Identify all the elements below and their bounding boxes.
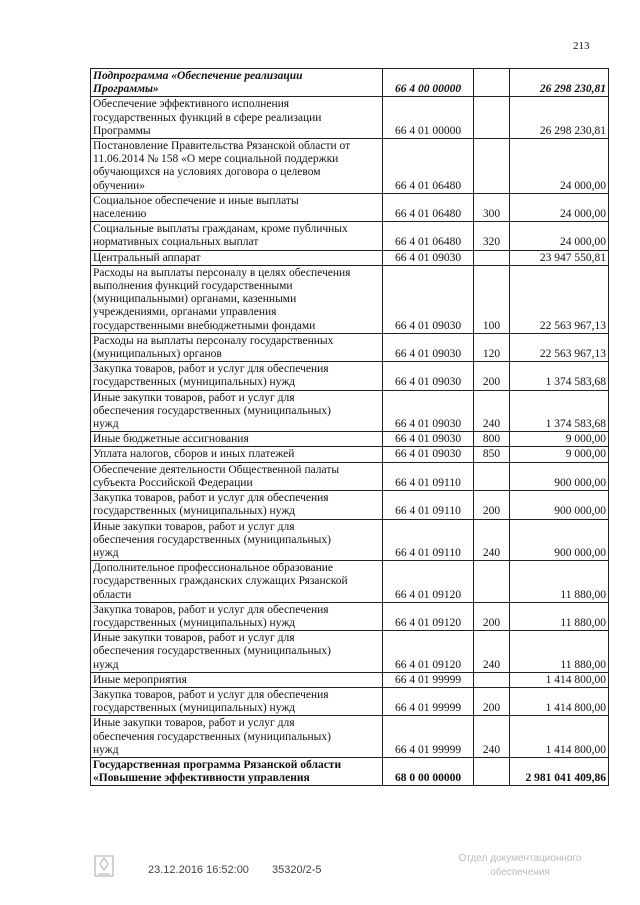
- row-name: [91, 462, 383, 490]
- table-row: [91, 69, 609, 97]
- row-expense-type: 200: [474, 362, 510, 390]
- row-code: 66 4 01 09120: [383, 561, 474, 603]
- table-row: [91, 333, 609, 361]
- row-name: [91, 265, 383, 333]
- row-name-line: населению: [93, 208, 147, 221]
- page-number: 213: [573, 40, 590, 52]
- table-row: [91, 672, 609, 687]
- row-code: 66 4 01 09110: [383, 519, 474, 561]
- row-name-line: нужд: [93, 658, 119, 671]
- table-row: [91, 193, 609, 221]
- row-code: 66 4 01 09030: [383, 362, 474, 390]
- row-expense-type: 240: [474, 519, 510, 561]
- row-name-line: государственных функций в сфере реализации: [93, 111, 322, 124]
- table-row: [91, 97, 609, 139]
- department-stamp: [440, 852, 600, 886]
- table-row: [91, 716, 609, 758]
- row-expense-type: 850: [474, 447, 510, 462]
- row-amount: 11 880,00: [510, 631, 609, 673]
- row-code: 66 4 01 09030: [383, 250, 474, 265]
- row-name-line: Иные бюджетные ассигнования: [93, 433, 249, 446]
- row-name-line: нужд: [93, 743, 119, 756]
- row-expense-type: 800: [474, 432, 510, 447]
- row-expense-type: [474, 672, 510, 687]
- row-name-line: (муниципальных) органов: [93, 348, 222, 361]
- emblem-icon: [92, 852, 116, 882]
- row-name-line: субъекта Российской Федерации: [93, 476, 253, 489]
- row-name-line: обеспечения государственных (муниципальных): [93, 533, 331, 546]
- row-name-line: обучении»: [93, 179, 146, 192]
- row-name-line: обеспечения государственных (муниципальных): [93, 645, 331, 658]
- table-row: [91, 687, 609, 715]
- row-name-line: области: [93, 588, 132, 601]
- row-code: 66 4 01 09030: [383, 447, 474, 462]
- table-row: [91, 462, 609, 490]
- row-name-line: нормативных социальных выплат: [93, 236, 259, 249]
- row-name-line: (муниципальными) органами, казенными: [93, 293, 297, 306]
- table-row: [91, 139, 609, 194]
- row-expense-type: [474, 250, 510, 265]
- row-name-line: Закупка товаров, работ и услуг для обеспечения: [93, 688, 329, 701]
- row-amount: 22 563 967,13: [510, 265, 609, 333]
- row-amount: 24 000,00: [510, 222, 609, 250]
- row-code: 66 4 01 99999: [383, 687, 474, 715]
- row-amount: 23 947 550,81: [510, 250, 609, 265]
- row-expense-type: 100: [474, 265, 510, 333]
- row-name-line: Центральный аппарат: [93, 251, 201, 264]
- row-name-line: Программы»: [93, 83, 159, 96]
- row-name-line: Иные закупки товаров, работ и услуг для: [93, 520, 295, 533]
- row-name-line: обучающихся на условиях договора о целевом: [93, 166, 321, 179]
- footer-doc-number: 35320/2-5: [272, 864, 322, 876]
- row-name: [91, 390, 383, 432]
- row-amount: 2 981 041 409,86: [510, 757, 609, 785]
- table-row: [91, 250, 609, 265]
- row-expense-type: 240: [474, 716, 510, 758]
- table-row: [91, 390, 609, 432]
- row-amount: 11 880,00: [510, 602, 609, 630]
- row-name-line: Социальные выплаты гражданам, кроме публичных: [93, 223, 348, 236]
- row-code: 66 4 01 06480: [383, 193, 474, 221]
- row-expense-type: [474, 69, 510, 97]
- row-code: 66 4 01 99999: [383, 716, 474, 758]
- row-name: [91, 631, 383, 673]
- row-amount: 9 000,00: [510, 432, 609, 447]
- row-amount: 900 000,00: [510, 519, 609, 561]
- row-name-line: Закупка товаров, работ и услуг для обеспечения: [93, 603, 329, 616]
- row-name-line: нужд: [93, 418, 119, 431]
- row-name: [91, 561, 383, 603]
- row-name-line: Государственная программа Рязанской области: [93, 758, 342, 771]
- row-code: 66 4 01 09120: [383, 631, 474, 673]
- row-name: [91, 491, 383, 519]
- row-expense-type: 240: [474, 390, 510, 432]
- table-row: [91, 631, 609, 673]
- row-name-line: государственными внебюджетными фондами: [93, 319, 316, 332]
- row-expense-type: [474, 561, 510, 603]
- row-expense-type: 200: [474, 602, 510, 630]
- stamp-line-2: обеспечения: [490, 867, 550, 878]
- row-expense-type: [474, 757, 510, 785]
- row-expense-type: 200: [474, 687, 510, 715]
- row-code: 66 4 01 09110: [383, 491, 474, 519]
- table-row: [91, 519, 609, 561]
- table-row: [91, 362, 609, 390]
- row-code: 66 4 01 09120: [383, 602, 474, 630]
- row-name: [91, 602, 383, 630]
- row-name-line: Уплата налогов, сборов и иных платежей: [93, 448, 295, 461]
- row-name-line: государственных гражданских служащих Рязанской: [93, 575, 348, 588]
- row-expense-type: 320: [474, 222, 510, 250]
- row-name-line: учреждениями, органами управления: [93, 306, 277, 319]
- row-expense-type: 240: [474, 631, 510, 673]
- row-amount: 26 298 230,81: [510, 69, 609, 97]
- row-name: [91, 97, 383, 139]
- row-amount: 24 000,00: [510, 193, 609, 221]
- row-name-line: Иные закупки товаров, работ и услуг для: [93, 391, 295, 404]
- row-name: [91, 447, 383, 462]
- row-name: [91, 139, 383, 194]
- row-amount: 26 298 230,81: [510, 97, 609, 139]
- row-name: [91, 69, 383, 97]
- table-row: [91, 222, 609, 250]
- row-name: [91, 432, 383, 447]
- row-amount: 900 000,00: [510, 462, 609, 490]
- row-name: [91, 193, 383, 221]
- row-code: 66 4 01 09030: [383, 265, 474, 333]
- row-name-line: выполнения функций государственными: [93, 280, 293, 293]
- row-name: [91, 222, 383, 250]
- row-amount: 1 374 583,68: [510, 362, 609, 390]
- row-expense-type: [474, 97, 510, 139]
- row-name-line: государственных (муниципальных) нужд: [93, 505, 296, 518]
- table-row: [91, 491, 609, 519]
- row-code: 66 4 01 00000: [383, 97, 474, 139]
- row-name-line: Иные мероприятия: [93, 673, 187, 686]
- row-name: [91, 687, 383, 715]
- row-name-line: государственных (муниципальных) нужд: [93, 702, 296, 715]
- row-amount: 9 000,00: [510, 447, 609, 462]
- row-name-line: государственных (муниципальных) нужд: [93, 376, 296, 389]
- row-name-line: нужд: [93, 546, 119, 559]
- row-name-line: Расходы на выплаты персоналу государственных: [93, 334, 334, 347]
- row-name-line: Подпрограмма «Обеспечение реализации: [93, 70, 303, 82]
- row-amount: 1 414 800,00: [510, 716, 609, 758]
- row-code: 66 4 01 06480: [383, 222, 474, 250]
- table-row: [91, 561, 609, 603]
- row-code: 66 4 01 09110: [383, 462, 474, 490]
- row-code: 66 4 00 00000: [383, 69, 474, 97]
- table-row: [91, 432, 609, 447]
- row-name-line: Закупка товаров, работ и услуг для обеспечения: [93, 363, 329, 376]
- table-row: [91, 757, 609, 785]
- row-code: 66 4 01 09030: [383, 390, 474, 432]
- row-name-line: Социальное обеспечение и иные выплаты: [93, 194, 299, 207]
- row-expense-type: 200: [474, 491, 510, 519]
- table-row: [91, 447, 609, 462]
- row-name-line: Иные закупки товаров, работ и услуг для: [93, 717, 295, 730]
- row-name-line: «Повышение эффективности управления: [93, 772, 310, 785]
- row-code: 66 4 01 99999: [383, 672, 474, 687]
- row-amount: 24 000,00: [510, 139, 609, 194]
- row-name-line: Закупка товаров, работ и услуг для обеспечения: [93, 492, 329, 505]
- row-name-line: обеспечения государственных (муниципальных): [93, 404, 331, 417]
- row-amount: 11 880,00: [510, 561, 609, 603]
- row-name: [91, 716, 383, 758]
- row-name-line: Программы: [93, 124, 151, 137]
- row-name: [91, 362, 383, 390]
- row-name-line: Дополнительное профессиональное образование: [93, 562, 333, 575]
- row-expense-type: [474, 139, 510, 194]
- row-name-line: обеспечения государственных (муниципальных): [93, 730, 331, 743]
- row-amount: 22 563 967,13: [510, 333, 609, 361]
- row-expense-type: [474, 462, 510, 490]
- row-amount: 1 414 800,00: [510, 687, 609, 715]
- row-code: 68 0 00 00000: [383, 757, 474, 785]
- table-row: [91, 265, 609, 333]
- table-row: [91, 602, 609, 630]
- budget-table: [90, 68, 609, 786]
- row-code: 66 4 01 09030: [383, 432, 474, 447]
- row-name: [91, 333, 383, 361]
- row-name: [91, 250, 383, 265]
- row-name: [91, 519, 383, 561]
- row-code: 66 4 01 06480: [383, 139, 474, 194]
- row-name-line: Обеспечение деятельности Общественной палаты: [93, 463, 340, 476]
- row-code: 66 4 01 09030: [383, 333, 474, 361]
- row-name: [91, 672, 383, 687]
- row-amount: 900 000,00: [510, 491, 609, 519]
- budget-table-body: [91, 69, 609, 786]
- row-name-line: Обеспечение эффективного исполнения: [93, 98, 290, 111]
- row-expense-type: 120: [474, 333, 510, 361]
- footer-datetime: 23.12.2016 16:52:00: [148, 864, 249, 876]
- stamp-line-1: Отдел документационного: [458, 853, 582, 864]
- row-name-line: Постановление Правительства Рязанской области от: [93, 140, 351, 153]
- row-name: [91, 757, 383, 785]
- row-name-line: государственных (муниципальных) нужд: [93, 616, 296, 629]
- row-name-line: 11.06.2014 № 158 «О мере социальной поддержки: [93, 153, 339, 166]
- row-expense-type: 300: [474, 193, 510, 221]
- row-name-line: Иные закупки товаров, работ и услуг для: [93, 632, 295, 645]
- row-amount: 1 374 583,68: [510, 390, 609, 432]
- row-name-line: Расходы на выплаты персоналу в целях обеспечения: [93, 266, 351, 279]
- row-amount: 1 414 800,00: [510, 672, 609, 687]
